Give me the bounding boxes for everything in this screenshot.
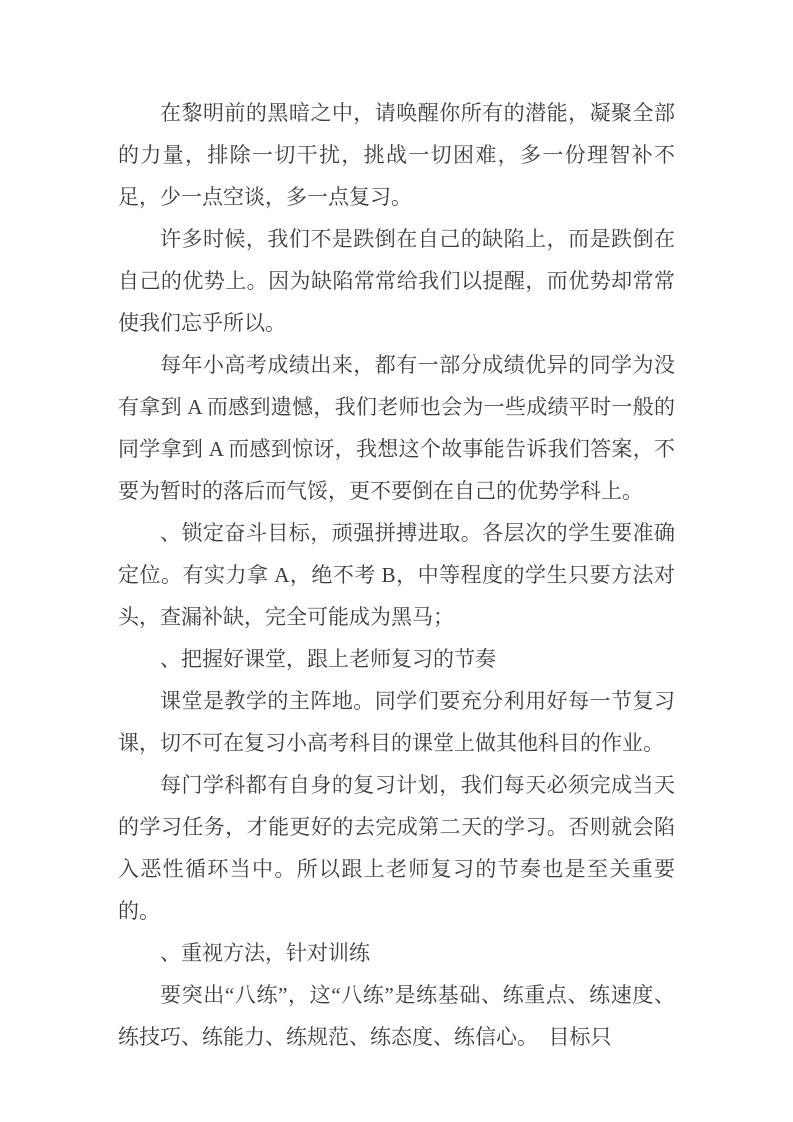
paragraph-classroom-main-position: 课堂是教学的主阵地。同学们要充分利用好每一节复习课，切不可在复习小高考科目的课堂上做其他科目的作业。 (118, 689, 675, 755)
paragraph-eight-practices: 要突出“八练”，这“八练”是练基础、练重点、练速度、练技巧、练能力、练规范、练态度、练信心。 目标只 (118, 983, 675, 1049)
paragraph-exam-results-story: 每年小高考成绩出来，都有一部分成绩优异的同学为没有拿到 A 而感到遗憾，我们老师也会为一些成绩平时一般的同学拿到 A 而感到惊讶，我想这个故事能告诉我们答案，不要为暂时的落后而气馁，更不要倒在自己的优势学科上。 (118, 353, 675, 503)
paragraph-falling-on-strengths: 许多时候，我们不是跌倒在自己的缺陷上，而是跌倒在自己的优势上。因为缺陷常常给我们以提醒，而优势却常常使我们忘乎所以。 (118, 227, 675, 335)
paragraph-dawn-motivation: 在黎明前的黑暗之中，请唤醒你所有的潜能，凝聚全部的力量，排除一切干扰，挑战一切困难，多一份理智补不足，少一点空谈，多一点复习。 (118, 101, 675, 209)
document-content (118, 92, 675, 1058)
paragraph-review-plan: 每门学科都有自身的复习计划，我们每天必须完成当天的学习任务，才能更好的去完成第二天的学习。否则就会陷入恶性循环当中。所以跟上老师复习的节奏也是至关重要的。 (118, 773, 675, 923)
paragraph-methods-heading: 、重视方法，针对训练 (160, 941, 370, 965)
paragraph-lock-goals: 、锁定奋斗目标，顽强拼搏进取。各层次的学生要准确定位。有实力拿 A，绝不考 B，中等程度的学生只要方法对头，查漏补缺，完全可能成为黑马； (118, 521, 675, 629)
paragraph-grasp-classroom-heading: 、把握好课堂，跟上老师复习的节奏 (160, 647, 496, 671)
